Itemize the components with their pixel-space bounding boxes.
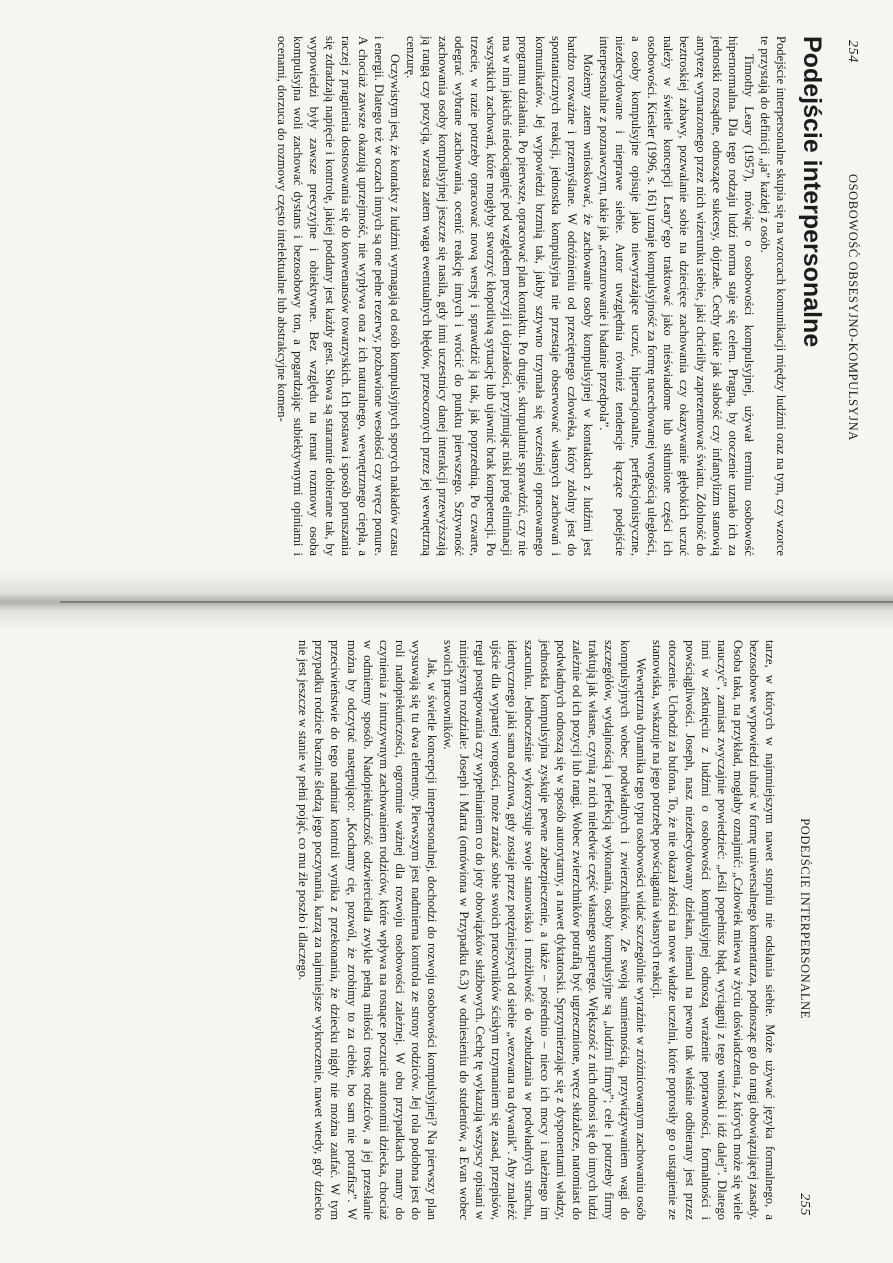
page-255 bbox=[32, 640, 812, 1220]
body-text bbox=[274, 36, 789, 556]
running-head bbox=[840, 36, 860, 556]
section-heading: Podejście interpersonalne bbox=[798, 36, 826, 348]
page-number: 255 bbox=[797, 1193, 812, 1216]
paragraph: Oczywistym jest, że kontakty z ludźmi wymagają od osób kompulsyjnych sporych nakładów czasu i energii. Dlatego też w oczach innych są one pełne rezerwy, pozbawione wesołości czy wręcz ponure. A chociaż zawsze okazują uprzejmość, nie wypływa ona z ich naturalnego, wewnętrznego ciepła, a raczej z pragnienia dostosowania się do konwenansów towarzyskich. Ich postawa i sposób poruszania się zdradzają napięcie i kontrolę, jakiej poddany jest każdy gest. Słowa są starannie dobierane tak, by wypowiedzi były zawsze precyzyjne i obiektywne. Bez względu na temat rozmowy osoba kompulsyjna woli zachować dystans i bezosobowy ton, a pogardzając subiektywnymi opiniami i ocenami, dorzuca do rozmowy często intelektualne lub abstrakcyjne komen- bbox=[275, 36, 402, 556]
running-head bbox=[792, 640, 812, 1220]
paragraph: Jak, w świetle koncepcji interpersonalnej, dochodzi do rozwoju osobowości kompulsyjnej? Na pierwszy plan wysuwają się tu dwa elementy. Pierwszym jest nadmierna kontrola ze strony rodziców. Jej rola podobna jest do roli nadopiekuńczości, ogromnie ważnej dla rozwoju osobowości zależnej. W obu przypadkach mamy do czynienia z intruzywnym zachowaniem rodziców, które wpływa na rosnące poczucie autonomii dziecka, chociaż w odmienny sposób. Nadopiekuńczość odzwierciedla zwykle pełną miłości troskę rodziców, a jej przesłanie można by odczytać następująco: „Kochamy cię, pozwól, że zrobimy to za ciebie, bo sam nie potrafisz”. W przeciwieństwie do tego nadmiar kontroli wynika z przekonania, że dziecku nigdy nie można zaufać. W tym przypadku rodzice bacznie śledzą jego poczynania, karzą za najmniejsze wykroczenie, nawet wtedy, gdy dziecko nie jest jeszcze w stanie w pełni pojąć, co mu źle poszło i dlaczego. bbox=[296, 640, 440, 1220]
running-title: OSOBOWOŚĆ OBSESYJNO-KOMPULSYJNA bbox=[846, 173, 860, 441]
paragraph: tarze, w których w najmniejszym nawet stopniu nie odsłania siebie. Może używać języka formalnego, a bezosobowe wypowiedzi ubrać w formę uniwersalnego komentarza, podnosząc go do rangi obowiązującej zasady. Osoba taka, na przykład, mogłaby oznajmić: „Człowiek miewa w życiu doświadczenia, z których może się wiele nauczyć”, zamiast zwyczajnie powiedzieć: „Jeśli popełnisz błąd, wyciągnij z tego wnioski i idź dalej”. Dlatego inni w zetknięciu z ludźmi o osobowości kompulsyjnej odnoszą wrażenie poprawności, formalności i powściągliwości. Joseph, nasz niezdecydowany dziekan, niemal na pewno tak właśnie odbierany jest przez otoczenie. Uchodzi za bufona. To, że nie okazał złości na nowe władze uczelni, które poprosiły go o ustąpienie ze stanowiska, wskazuje na jego potrzebę powściągania własnych reakcji. bbox=[650, 640, 777, 1220]
gutter-shadow-line bbox=[60, 601, 893, 603]
running-title: PODEJŚCIE INTERPERSONALNE bbox=[798, 818, 812, 1019]
paragraph: Podejście interpersonalne skupia się na wzorcach komunikacji między ludźmi oraz na tym, czy wzorce te przystają do definicji „ja” każdej z osób. bbox=[757, 36, 788, 556]
paragraph: Możemy zatem wnioskować, że zachowanie osoby kompulsyjnej w kontaktach z ludźmi jest bardzo rozważne i przemyślane. W odróżnieniu od przeciętnego człowieka, który zdolny jest do spontanicznych reakcji, jednostka kompulsyjna nie przestaje obserwować własnych zachowań i komunikatów. Jej wypowiedzi brzmią tak, jakby sztywno trzymała się wcześniej opracowanego programu działania. Po pierwsze, opracować plan kontaktu. Po drugie, skrupulatnie sprawdzić, czy nie ma w nim jakichś niedociągnięć pod względem precyzji i dojrzałości, przyjmując niski próg eliminacji wszystkich zachowań, które mogłyby stworzyć kłopotliwą sytuację lub ujawnić brak kompetencji. Po trzecie, w razie potrzeby opracować nową wersję i sprawdzić ją tak, jak poprzednią. Po czwarte, odegrać wybrane zachowania, ocenić reakcję innych i wrócić do punktu pierwszego. Sztywność zachowania osoby kompulsyjnej jeszcze się nasila, gdy inni uczestnicy danej interakcji przewyższają ją rangą czy pozycją, wzrasta zatem waga ewentualnych błędów, przeoczonych przez jej wewnętrzną cenzurę. bbox=[403, 36, 595, 556]
page-254 bbox=[28, 36, 860, 556]
paragraph: Wewnętrzna dynamika tego typu osobowości widać szczególnie wyraźnie w zróżnicowanym zachowaniu osób kompulsyjnych wobec podwładnych i zwierzchników. Ze swoją sumiennością, przywiązywaniem wagi do szczegółów, wydajnością i perfekcją wykonania, osoby kompulsyjne są „ludźmi firmy”; cele i potrzeby firmy traktują jak własne, czynią z nich nieledwie część własnego superego. Większość z nich odnosi się do innych ludzi zależnie od ich pozycji lub rangi. Wobec zwierzchników potrafią być ugrzecznione, wręcz służalcze, natomiast do podwładnych odnoszą się w sposób autorytarny, a nawet dyktatorski. Sprzymierzając się z dysponentami władzy, jednostka kompulsyjna zyskuje pewne zabezpieczenie, a także – pośrednio – nieco ich mocy i należnego im szacunku. Jednocześnie wykorzystuje swoje stanowisko i możliwość do wzbudzania w podwładnych strachu, identycznego jaki sama odczuwa, gdy zostaje przez potężniejszych od siebie „wezwana na dywanik”. Aby znaleźć ujście dla wypartej wrogości, może zrażać sobie swoich pracowników ścisłym trzymaniem się zasad, przepisów, reguł postępowania czy wypełnianiem co do joty obowiązków służbowych. Cechę tę wykazują wszyscy opisani w niniejszym rozdziale: Joseph i Marta (omówiona w Przypadku 6.3) w odniesieniu do studentów, a Evan wobec swoich pracowników. bbox=[441, 640, 649, 1220]
page-number: 254 bbox=[845, 40, 860, 63]
paragraph: Timothy Leary (1957), mówiąc o osobowości kompulsyjnej, używał terminu osobowość hipernormalna. Dla tego rodzaju ludzi norma staje się celem. Pragną, by otoczenie uznało ich za jednostki rozsądne, odnoszące sukcesy, dojrzałe. Cechy takie jak słabość czy infantylizm stanowią antytezę wymarzonego przez nich wizerunku siebie, jaki chcieliby zaprezentować światu. Zdolność do beztroskiej zabawy, pozwalanie sobie na dziecięce zachowania czy okazywanie głębokich uczuć należy w świetle koncepcji Leary’ego traktować jako nieświadome lub stłumione części ich osobowości. Kiesler (1996, s. 161) uznaje kompulsyjność za formę nacechowanej wrogością uległości, a osoby kompulsyjne opisuje jako niewyrażające uczuć, hiperracjonalne, perfekcjonistyczne, niezdecydowane i nieprawe siebie. Autor uwzględnia również tendencje łączące podejście interpersonalne z poznawczym, takie jak „cenzurowanie i badanie przedpola”. bbox=[596, 36, 756, 556]
body-text bbox=[295, 640, 778, 1220]
